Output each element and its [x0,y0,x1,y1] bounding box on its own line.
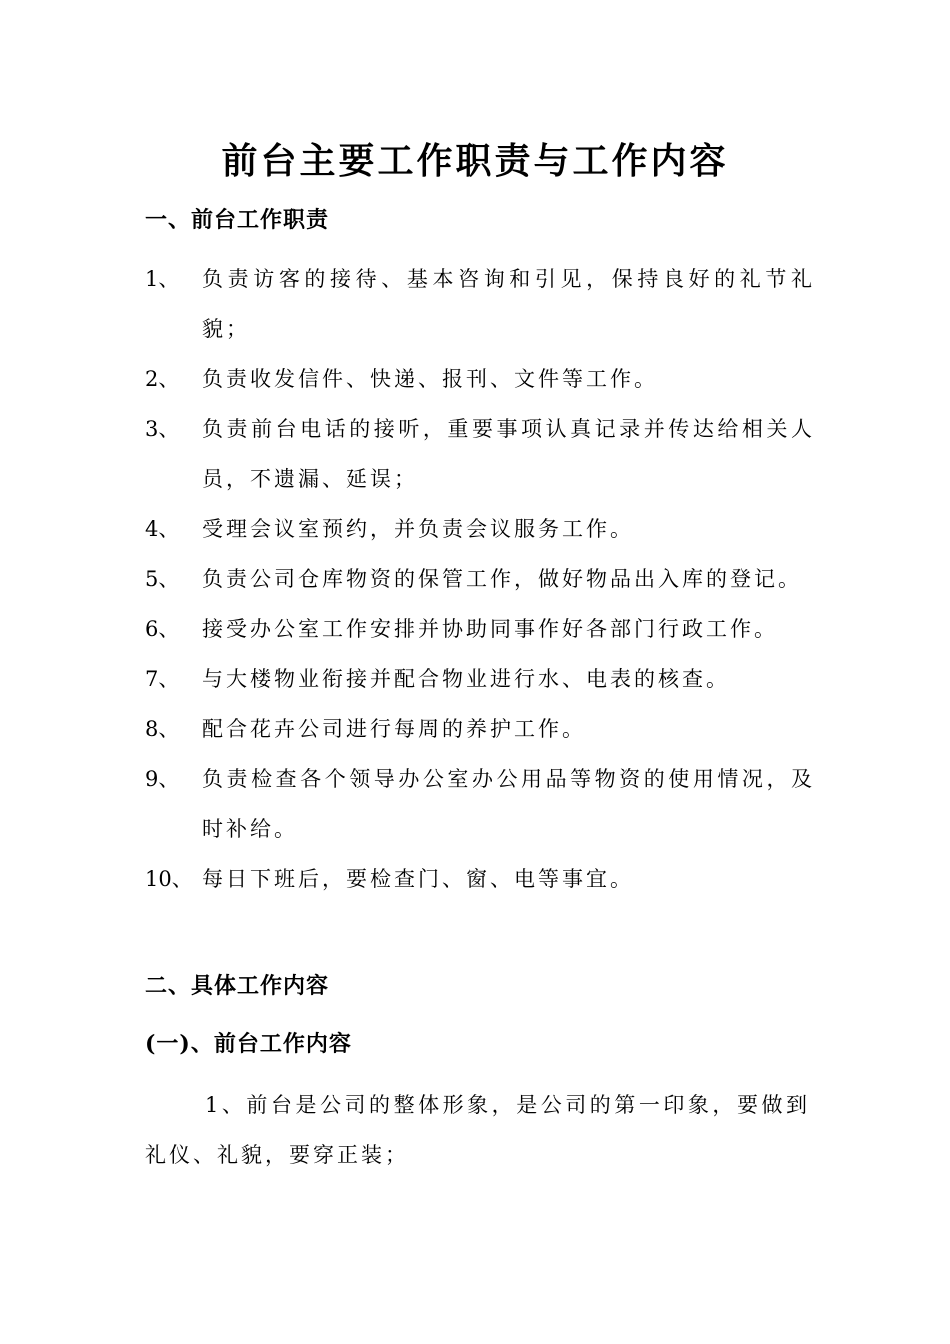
list-item [145,504,815,554]
list-item-number: 8、 [145,717,180,741]
subsection-heading-front-desk: (一)、前台工作内容 [145,1031,352,1057]
list-item-text: 负责前台电话的接听，重要事项认真记录并传达给相关人员，不遗漏、延误； [202,417,815,491]
list-item-number: 5、 [145,567,180,591]
section-heading-work-content: 二、具体工作内容 [145,973,330,999]
list-item-text: 与大楼物业衔接并配合物业进行水、电表的核查。 [202,667,730,691]
list-item-text: 负责公司仓库物资的保管工作，做好物品出入库的登记。 [202,567,802,591]
list-item-number: 4、 [145,517,180,541]
list-item-text: 负责访客的接待、基本咨询和引见，保持良好的礼节礼貌； [202,267,815,341]
list-item-text: 每日下班后，要检查门、窗、电等事宜。 [202,867,634,891]
list-item [145,254,815,354]
list-item [145,404,815,504]
list-item [145,604,815,654]
page-title: 前台主要工作职责与工作内容 [221,140,729,182]
list-item-number: 1、 [145,267,180,291]
list-item [145,754,815,854]
list-item [145,704,815,754]
list-item-number: 9、 [145,767,180,791]
list-item-text: 接受办公室工作安排并协助同事作好各部门行政工作。 [202,617,778,641]
list-item-text: 负责检查各个领导办公室办公用品等物资的使用情况，及时补给。 [202,767,815,841]
list-item-number: 3、 [145,417,180,441]
list-item-number: 10、 [145,867,193,891]
list-item-text: 受理会议室预约，并负责会议服务工作。 [202,517,634,541]
list-item-text: 负责收发信件、快递、报刊、文件等工作。 [202,367,658,391]
list-item-number: 2、 [145,367,180,391]
list-item [145,654,815,704]
body-paragraph: 1、前台是公司的整体形象，是公司的第一印象，要做到礼仪、礼貌，要穿正装； [145,1093,810,1167]
list-item-number: 6、 [145,617,180,641]
list-item [145,354,815,404]
section-heading-duties: 一、前台工作职责 [145,207,330,233]
list-item-text: 配合花卉公司进行每周的养护工作。 [202,717,586,741]
list-item [145,854,815,904]
list-item [145,554,815,604]
list-item-number: 7、 [145,667,180,691]
